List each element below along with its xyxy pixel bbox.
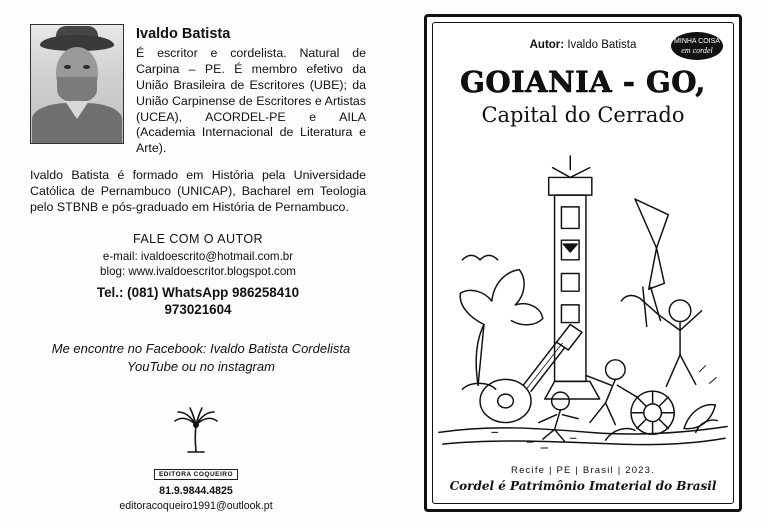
- cover-footer-place: Recife | PE | Brasil | 2023.: [511, 465, 655, 476]
- contact-title: FALE COM O AUTOR: [132, 231, 264, 246]
- cover-title-block: [427, 65, 739, 127]
- cover-footer-heritage: Cordel é Patrimônio Imaterial do Brasil: [449, 479, 717, 493]
- cover-author-label: Autor:: [529, 39, 565, 51]
- cover-title-main: GOIANIA - GO,: [460, 65, 706, 99]
- author-text: [136, 24, 366, 157]
- cover-author-name: Ivaldo Batista: [567, 39, 637, 51]
- svg-text:em cordel: em cordel: [681, 46, 713, 55]
- publisher-phone[interactable]: 81.9.9844.4825: [159, 485, 233, 498]
- author-photo: [30, 24, 124, 144]
- social-youtube-instagram: YouTube ou no instagram: [127, 358, 275, 374]
- publisher-logo-label: EDITORA COQUEIRO: [154, 469, 238, 480]
- cover-illustration: [433, 135, 733, 465]
- contact-block: [30, 232, 366, 319]
- svg-text:MINHA COISA: MINHA COISA: [674, 38, 720, 45]
- author-bio: É escritor e cordelista. Natural de Carpina – PE. É membro efetivo da União Brasileira de Escritores (UBE); da União Carpinense de Escritores e Artistas (UCEA), ACORDEL-PE e AILA (Academia Internacional de Literatura e Arte).: [136, 46, 366, 156]
- author-bio-secondary: Ivaldo Batista é formado em História pela Universidade Católica de Pernambuco (UNICAP), Bacharel em Teologia pelo STBNB e pós-graduado em História de Pernambuco.: [30, 168, 366, 215]
- cover-title-sub: Capital do Cerrado: [481, 103, 685, 127]
- cover-footer: [427, 465, 739, 493]
- coqueiro-palm-logo-icon: [168, 405, 224, 461]
- publisher-email[interactable]: editoracoqueiro1991@outlook.pt: [119, 500, 273, 513]
- author-block: [30, 24, 366, 157]
- cover-frame: [424, 14, 742, 512]
- contact-email[interactable]: e-mail: ivaldoescrito@hotmail.com.br: [102, 249, 294, 263]
- contact-phone-1[interactable]: Tel.: (081) WhatsApp 986258410: [96, 284, 300, 300]
- social-block: [30, 340, 366, 375]
- publisher-block: [0, 405, 392, 514]
- front-cover-panel: [392, 0, 768, 528]
- contact-blog[interactable]: blog: www.ivaldoescritor.blogspot.com: [100, 265, 296, 279]
- author-name: Ivaldo Batista: [136, 26, 231, 42]
- contact-phone-2[interactable]: 973021604: [164, 301, 232, 317]
- minha-coisa-em-cordel-seal-icon: [669, 29, 725, 63]
- social-facebook: Me encontre no Facebook: Ivaldo Batista Cordelista: [51, 341, 351, 357]
